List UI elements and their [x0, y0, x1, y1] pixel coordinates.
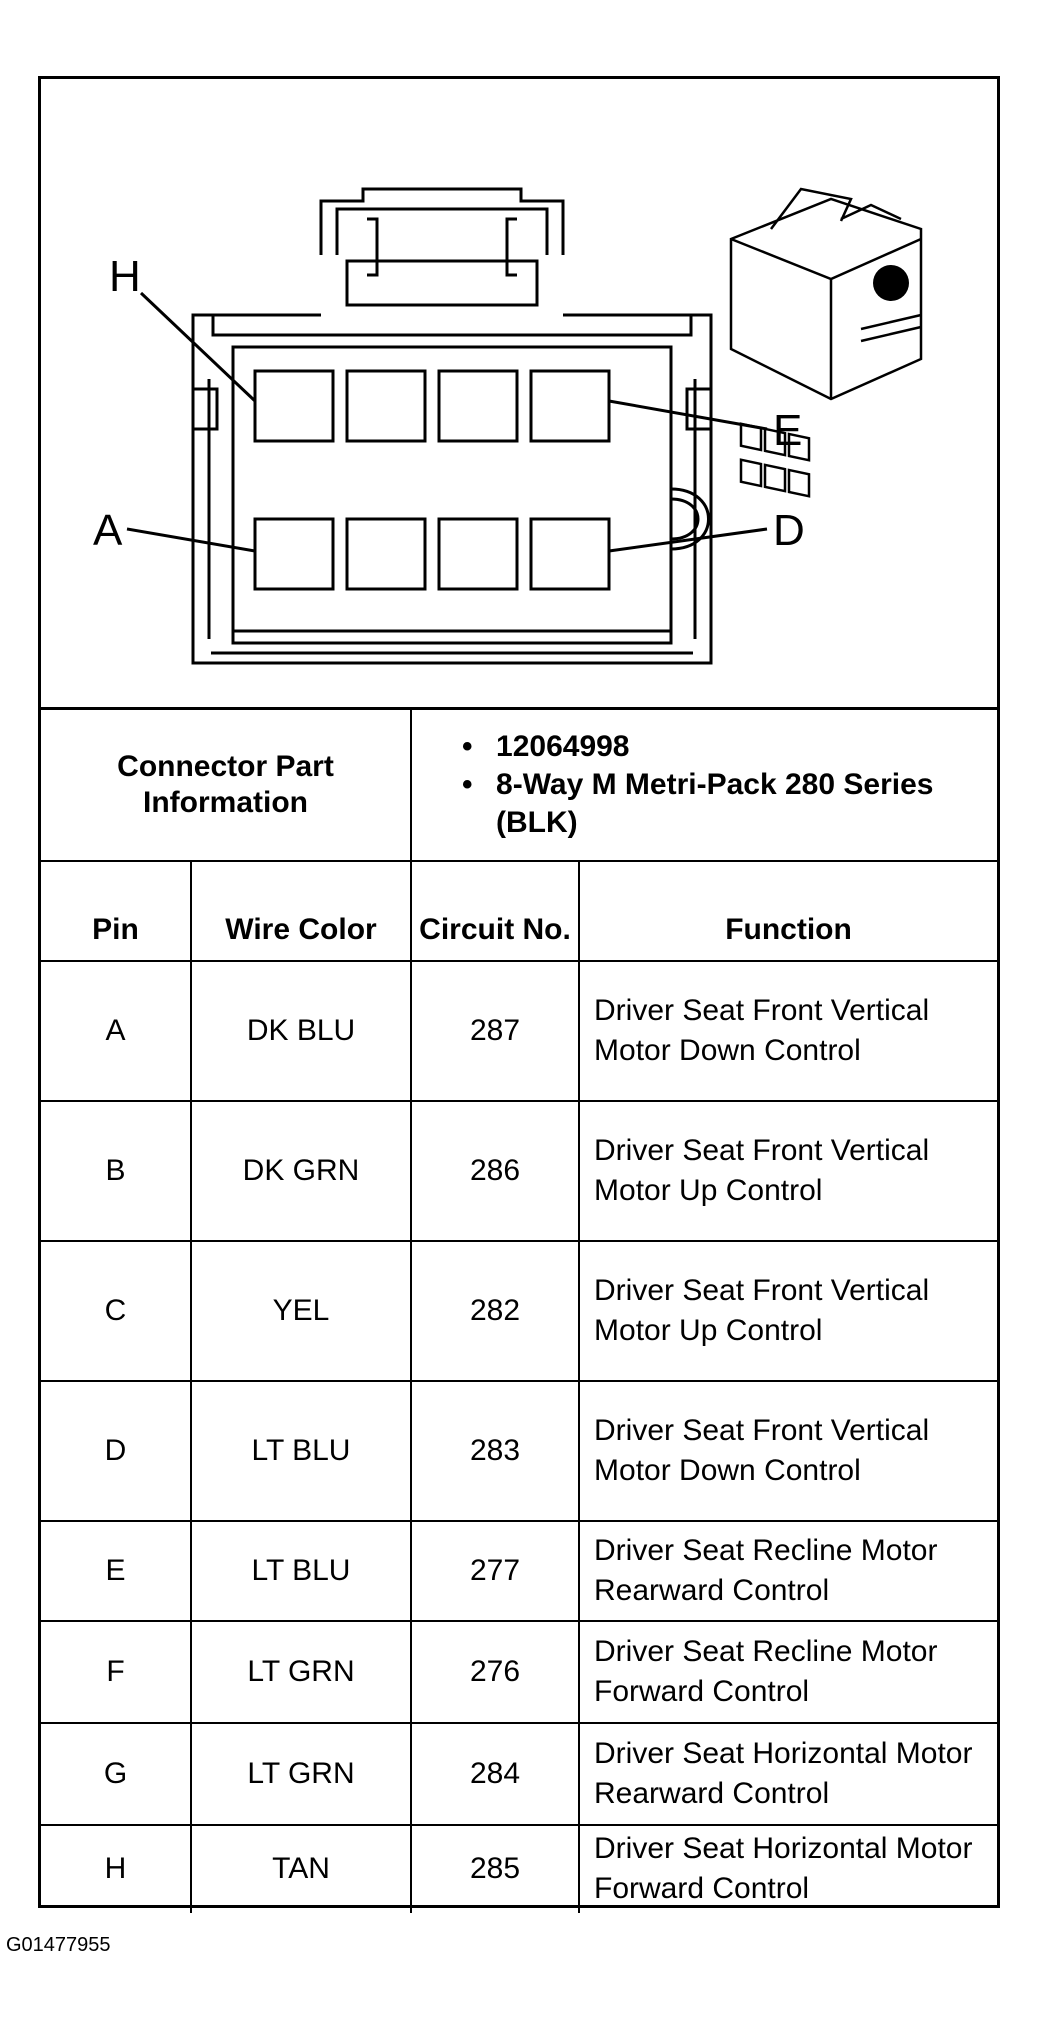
connector-part-number: • 12064998 — [462, 728, 997, 766]
function-cell: Driver Seat Recline Motor Forward Control — [579, 1621, 997, 1723]
header-function: Function — [579, 861, 997, 961]
table-row — [41, 961, 997, 1101]
right-tab — [687, 389, 711, 429]
connector-info-values — [411, 709, 997, 861]
function-cell: Driver Seat Recline Motor Rearward Control — [579, 1521, 997, 1621]
figure-id: G01477955 — [6, 1934, 111, 1956]
callout-a: A — [93, 506, 123, 555]
wire-color-cell: LT BLU — [191, 1381, 411, 1521]
housing-outline — [193, 315, 711, 663]
table-row — [41, 1241, 997, 1381]
pin-cell: H — [41, 1825, 191, 1913]
function-cell: Driver Seat Horizontal Motor Forward Control — [579, 1825, 997, 1913]
table-row — [41, 1381, 997, 1521]
pin-cell: D — [41, 1381, 191, 1521]
left-tab — [193, 389, 217, 429]
function-cell: Driver Seat Front Vertical Motor Down Control — [579, 961, 997, 1101]
connector-info-row — [41, 709, 997, 861]
table-row — [41, 1621, 997, 1723]
connector-diagram — [41, 79, 997, 707]
cavity-e — [531, 371, 609, 441]
circuit-cell: 277 — [411, 1521, 579, 1621]
callout-e: E — [773, 406, 803, 455]
latch-inner — [337, 209, 547, 255]
table-row — [41, 1723, 997, 1825]
connector-iso-marker — [873, 265, 909, 301]
circuit-cell: 285 — [411, 1825, 579, 1913]
pinout-table — [41, 707, 997, 1913]
connector-sheet — [38, 76, 1000, 1908]
latch-clip-left — [367, 219, 377, 275]
header-circuit-no: Circuit No. — [411, 861, 579, 961]
circuit-cell: 284 — [411, 1723, 579, 1825]
wire-color-cell: LT GRN — [191, 1621, 411, 1723]
cavity-g — [347, 371, 425, 441]
connector-info-label: Connector Part Information — [41, 709, 411, 861]
pin-cell: B — [41, 1101, 191, 1241]
cavity-b — [347, 519, 425, 589]
connector-face-drawing — [41, 79, 997, 707]
connector-iso-view — [731, 189, 921, 496]
latch-outer — [321, 189, 563, 255]
circuit-cell: 282 — [411, 1241, 579, 1381]
callout-h: H — [109, 252, 141, 301]
header-pin: Pin — [41, 861, 191, 961]
function-cell: Driver Seat Front Vertical Motor Up Control — [579, 1101, 997, 1241]
header-wire-color: Wire Color — [191, 861, 411, 961]
wire-color-cell: TAN — [191, 1825, 411, 1913]
wire-color-cell: DK GRN — [191, 1101, 411, 1241]
function-cell: Driver Seat Front Vertical Motor Down Control — [579, 1381, 997, 1521]
wire-color-cell: YEL — [191, 1241, 411, 1381]
circuit-cell: 283 — [411, 1381, 579, 1521]
circuit-cell: 287 — [411, 961, 579, 1101]
table-header-row — [41, 861, 997, 961]
pin-cell: C — [41, 1241, 191, 1381]
leader-a — [127, 529, 255, 551]
latch-clip-right — [507, 219, 517, 275]
pin-cell: F — [41, 1621, 191, 1723]
pin-cell: A — [41, 961, 191, 1101]
pin-cell: E — [41, 1521, 191, 1621]
housing-inner — [233, 347, 671, 643]
cavity-c — [439, 519, 517, 589]
pin-cell: G — [41, 1723, 191, 1825]
cavity-d — [531, 519, 609, 589]
circuit-cell: 276 — [411, 1621, 579, 1723]
wire-color-cell: DK BLU — [191, 961, 411, 1101]
circuit-cell: 286 — [411, 1101, 579, 1241]
table-row — [41, 1101, 997, 1241]
function-cell: Driver Seat Horizontal Motor Rearward Control — [579, 1723, 997, 1825]
wire-color-cell: LT BLU — [191, 1521, 411, 1621]
table-row — [41, 1521, 997, 1621]
cavity-f — [439, 371, 517, 441]
cavity-h — [255, 371, 333, 441]
callout-d: D — [773, 506, 805, 555]
connector-description: • 8-Way M Metri-Pack 280 Series (BLK) — [462, 766, 997, 842]
wire-color-cell: LT GRN — [191, 1723, 411, 1825]
function-cell: Driver Seat Front Vertical Motor Up Control — [579, 1241, 997, 1381]
cavity-a — [255, 519, 333, 589]
table-row — [41, 1825, 997, 1913]
